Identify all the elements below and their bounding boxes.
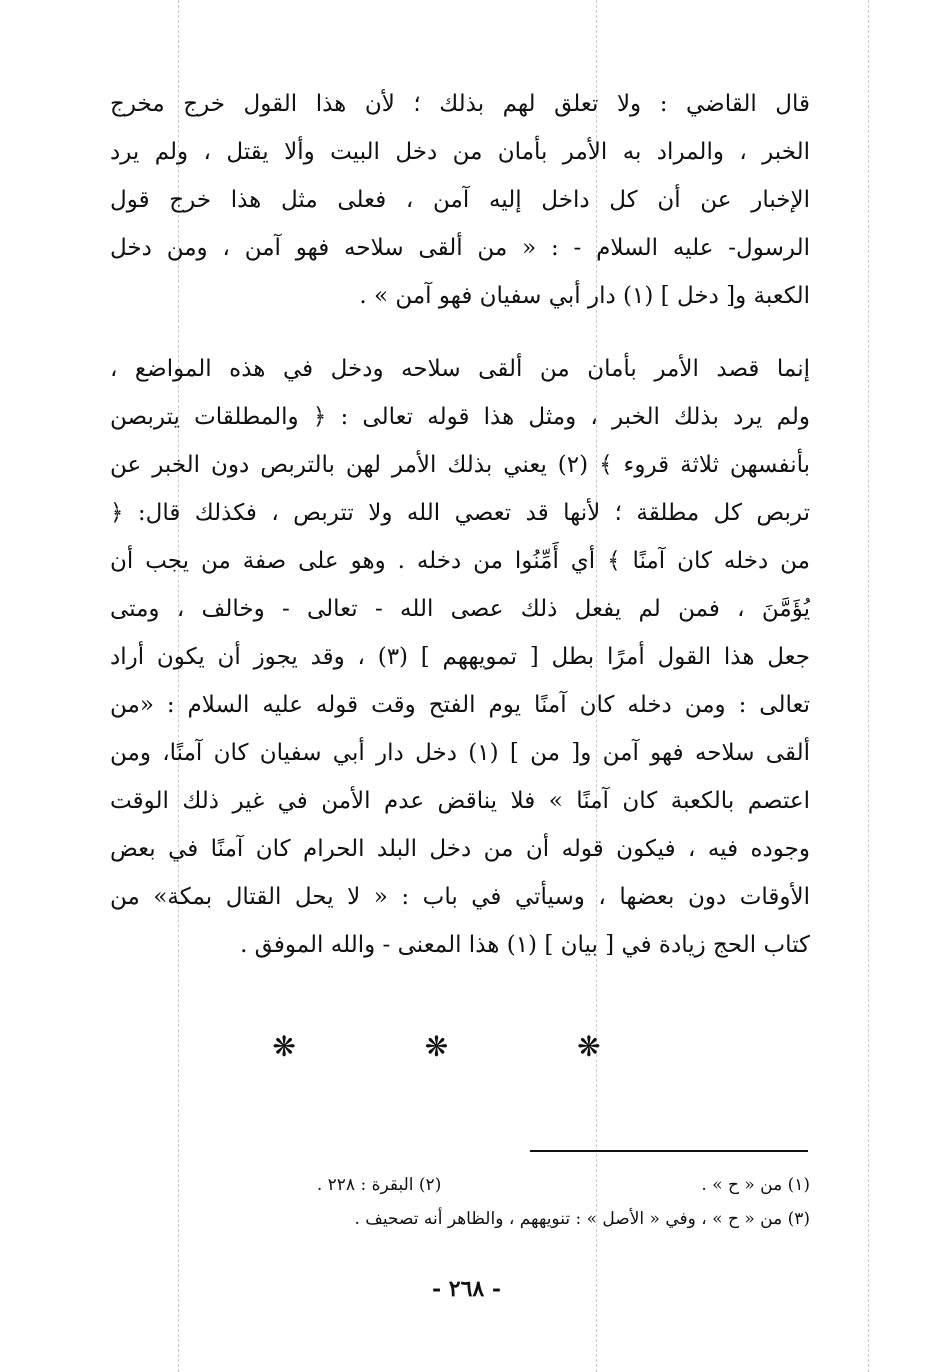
text-line: يُؤَمَّنَ ، فمن لم يفعل ذلك عصى الله - تعالى - وخالف ، ومتى	[110, 596, 810, 622]
footnotes	[150, 1168, 810, 1236]
text-line: بأنفسهن ثلاثة قروء ﴾ (٢) يعني بذلك الأمر لهن بالتربص دون الخبر عن	[110, 452, 810, 478]
text-line: الإخبار عن أن كل داخل إليه آمن ، فعلى مثل هذا خرج قول	[110, 187, 810, 213]
paragraph-2	[110, 345, 810, 969]
footnote-row	[150, 1202, 810, 1236]
text-line: اعتصم بالكعبة كان آمنًا » فلا يناقض عدم الأمن في غير ذلك الوقت	[110, 788, 810, 814]
footnote-2: (٢) البقرة : ٢٢٨ .	[316, 1175, 442, 1195]
text-line: كتاب الحج زيادة في [ بيان ] (١) هذا المعنى - والله الموفق .	[240, 932, 810, 958]
text-line: وجوده فيه ، فيكون قوله أن من دخل البلد الحرام كان آمنًا في بعض	[110, 836, 810, 862]
text-line: ألقى سلاحه فهو آمن و[ من ] (١) دخل دار أبي سفيان كان آمنًا، ومن	[110, 740, 810, 766]
text-line: قال القاضي : ولا تعلق لهم بذلك ؛ لأن هذا القول خرج مخرج	[110, 91, 810, 117]
section-separator: ❋ ❋ ❋	[272, 1030, 661, 1063]
page-number: - ٢٦٨ -	[431, 1276, 502, 1302]
footnote-gap	[441, 1168, 701, 1202]
text-line: ولم يرد بذلك الخبر ، ومثل هذا قوله تعالى : ﴿ والمطلقات يتربصن	[110, 404, 810, 430]
text-line: من دخله كان آمنًا ﴾ أي أَمِّنُوا من دخله . وهو على صفة من يجب أن	[110, 548, 810, 574]
text-line: تعالى : ومن دخله كان آمنًا يوم الفتح وقت قوله عليه السلام : «من	[110, 692, 810, 718]
footnote-divider	[530, 1150, 808, 1152]
text-line: إنما قصد الأمر بأمان من ألقى سلاحه ودخل في هذه المواضع ،	[110, 356, 810, 382]
text-line: الكعبة و[ دخل ] (١) دار أبي سفيان فهو آمن » .	[359, 283, 810, 309]
text-line: الرسول- عليه السلام - : « من ألقى سلاحه فهو آمن ، ومن دخل	[110, 235, 810, 261]
scan-guide-line	[868, 0, 869, 1372]
text-line: الخبر ، والمراد به الأمر بأمان من دخل البيت وألا يقتل ، ولم يرد	[110, 139, 810, 165]
footnote-1: (١) من « ح » .	[701, 1175, 810, 1195]
text-line: الأوقات دون بعضها ، وسيأتي في باب : « لا يحل القتال بمكة» من	[110, 884, 810, 910]
footnote-row	[150, 1168, 810, 1202]
text-line: جعل هذا القول أمرًا بطل [ تمويههم ] (٣) ، وقد يجوز أن يكون أراد	[110, 644, 810, 670]
footnote-3: (٣) من « ح » ، وفي « الأصل » : تنويههم ، والظاهر أنه تصحيف .	[354, 1209, 810, 1229]
paragraph-1	[110, 80, 810, 320]
text-line: تربص كل مطلقة ؛ لأنها قد تعصي الله ولا تتربص ، فكذلك قال: ﴿	[110, 500, 810, 526]
